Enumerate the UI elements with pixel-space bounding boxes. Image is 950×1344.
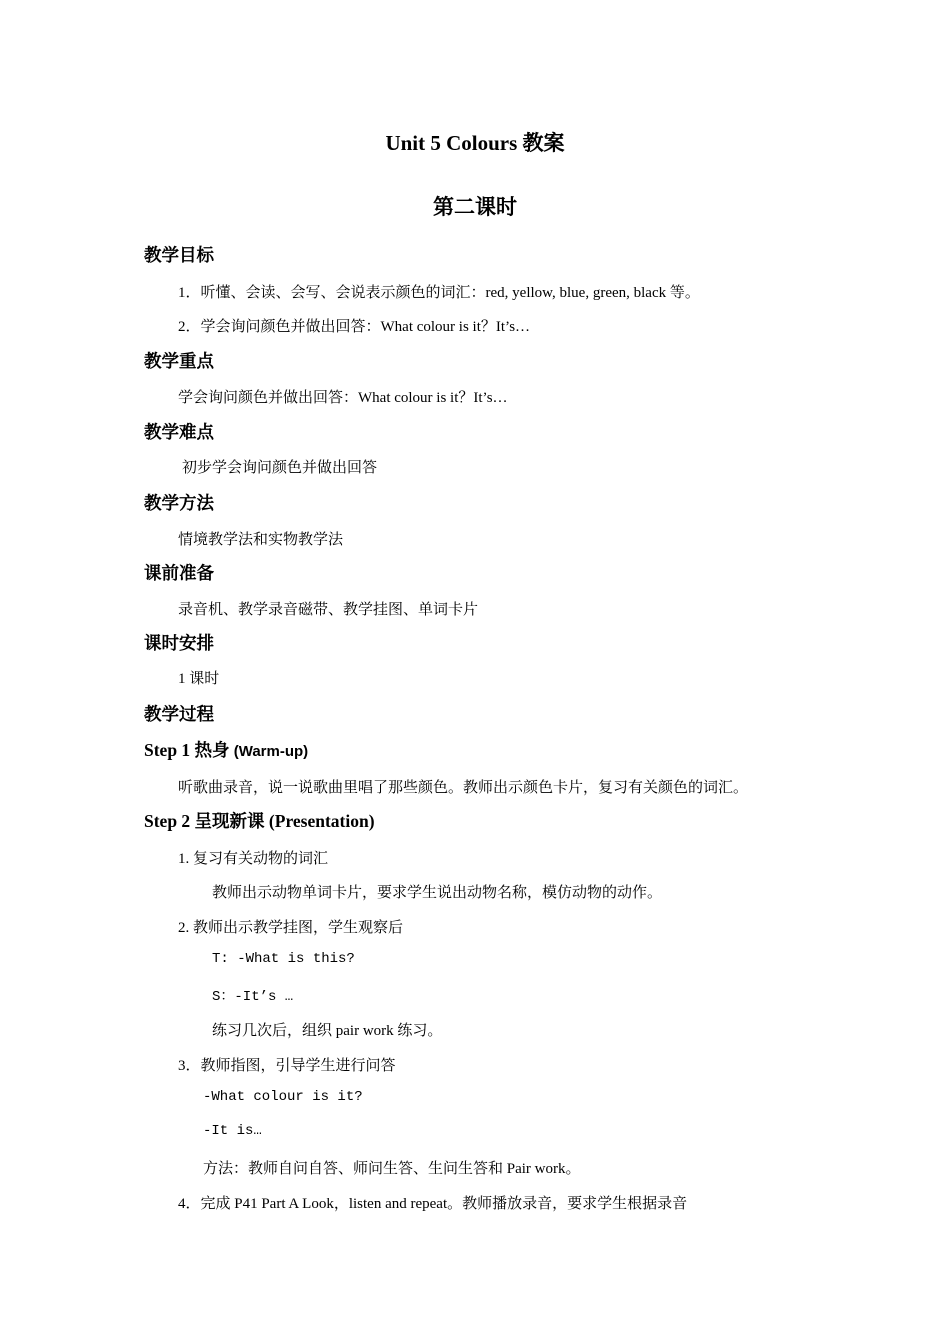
heading-preparation: 课前准备 — [144, 564, 214, 584]
step2-item2-title: 2. 教师出示教学挂图，学生观察后 — [178, 920, 404, 936]
document-title: Unit 5 Colours 教案 — [385, 131, 565, 155]
step1-label: Step 1 热身 — [144, 740, 230, 760]
step2-item3-title: 3．教师指图，引导学生进行问答 — [178, 1058, 396, 1074]
step1-text: 听歌曲录音，说一说歌曲里唱了那些颜色。教师出示颜色卡片，复习有关颜色的词汇。 — [178, 780, 749, 796]
heading-goals: 教学目标 — [144, 246, 214, 266]
step2-item2-student-line: S：-It’s … — [212, 989, 294, 1005]
step2-item3-answer: -It is… — [203, 1123, 262, 1139]
step2-item4: 4．完成 P41 Part A Look，listen and repeat。教师播放录音，要求学生根据录音 — [178, 1196, 688, 1212]
goal-item-1: 1．听懂、会读、会写、会说表示颜色的词汇：red, yellow, blue, green, black 等。 — [178, 285, 700, 301]
heading-process: 教学过程 — [144, 705, 214, 725]
heading-difficulty: 教学难点 — [144, 423, 214, 443]
goal-item-2: 2．学会询问颜色并做出回答：What colour is it？It’s… — [178, 319, 531, 335]
step2-item2-teacher-line: T: -What is this? — [212, 951, 355, 967]
method-text: 情境教学法和实物教学法 — [178, 532, 344, 548]
step2-item2-practice: 练习几次后，组织 pair work 练习。 — [212, 1023, 443, 1039]
step2-item1-title: 1. 复习有关动物的词汇 — [178, 851, 329, 867]
step2-item3-method: 方法：教师自问自答、师问生答、生问生答和 Pair work。 — [203, 1161, 581, 1177]
difficulty-text: 初步学会询问颜色并做出回答 — [182, 460, 378, 476]
lesson-subtitle: 第二课时 — [433, 195, 517, 219]
step1-heading — [144, 737, 308, 762]
key-points-text: 学会询问颜色并做出回答：What colour is it？It’s… — [178, 390, 508, 406]
heading-schedule: 课时安排 — [144, 634, 214, 654]
step2-item3-question: -What colour is it? — [203, 1089, 363, 1105]
preparation-text: 录音机、教学录音磁带、教学挂图、单词卡片 — [178, 602, 479, 618]
heading-key-points: 教学重点 — [144, 352, 214, 372]
step2-item1-text: 教师出示动物单词卡片，要求学生说出动物名称，模仿动物的动作。 — [212, 885, 663, 901]
step1-warmup: (Warm-up) — [229, 743, 309, 760]
step2-heading: Step 2 呈现新课 (Presentation) — [144, 811, 375, 831]
heading-method: 教学方法 — [144, 494, 214, 514]
schedule-text: 1 课时 — [178, 671, 220, 687]
